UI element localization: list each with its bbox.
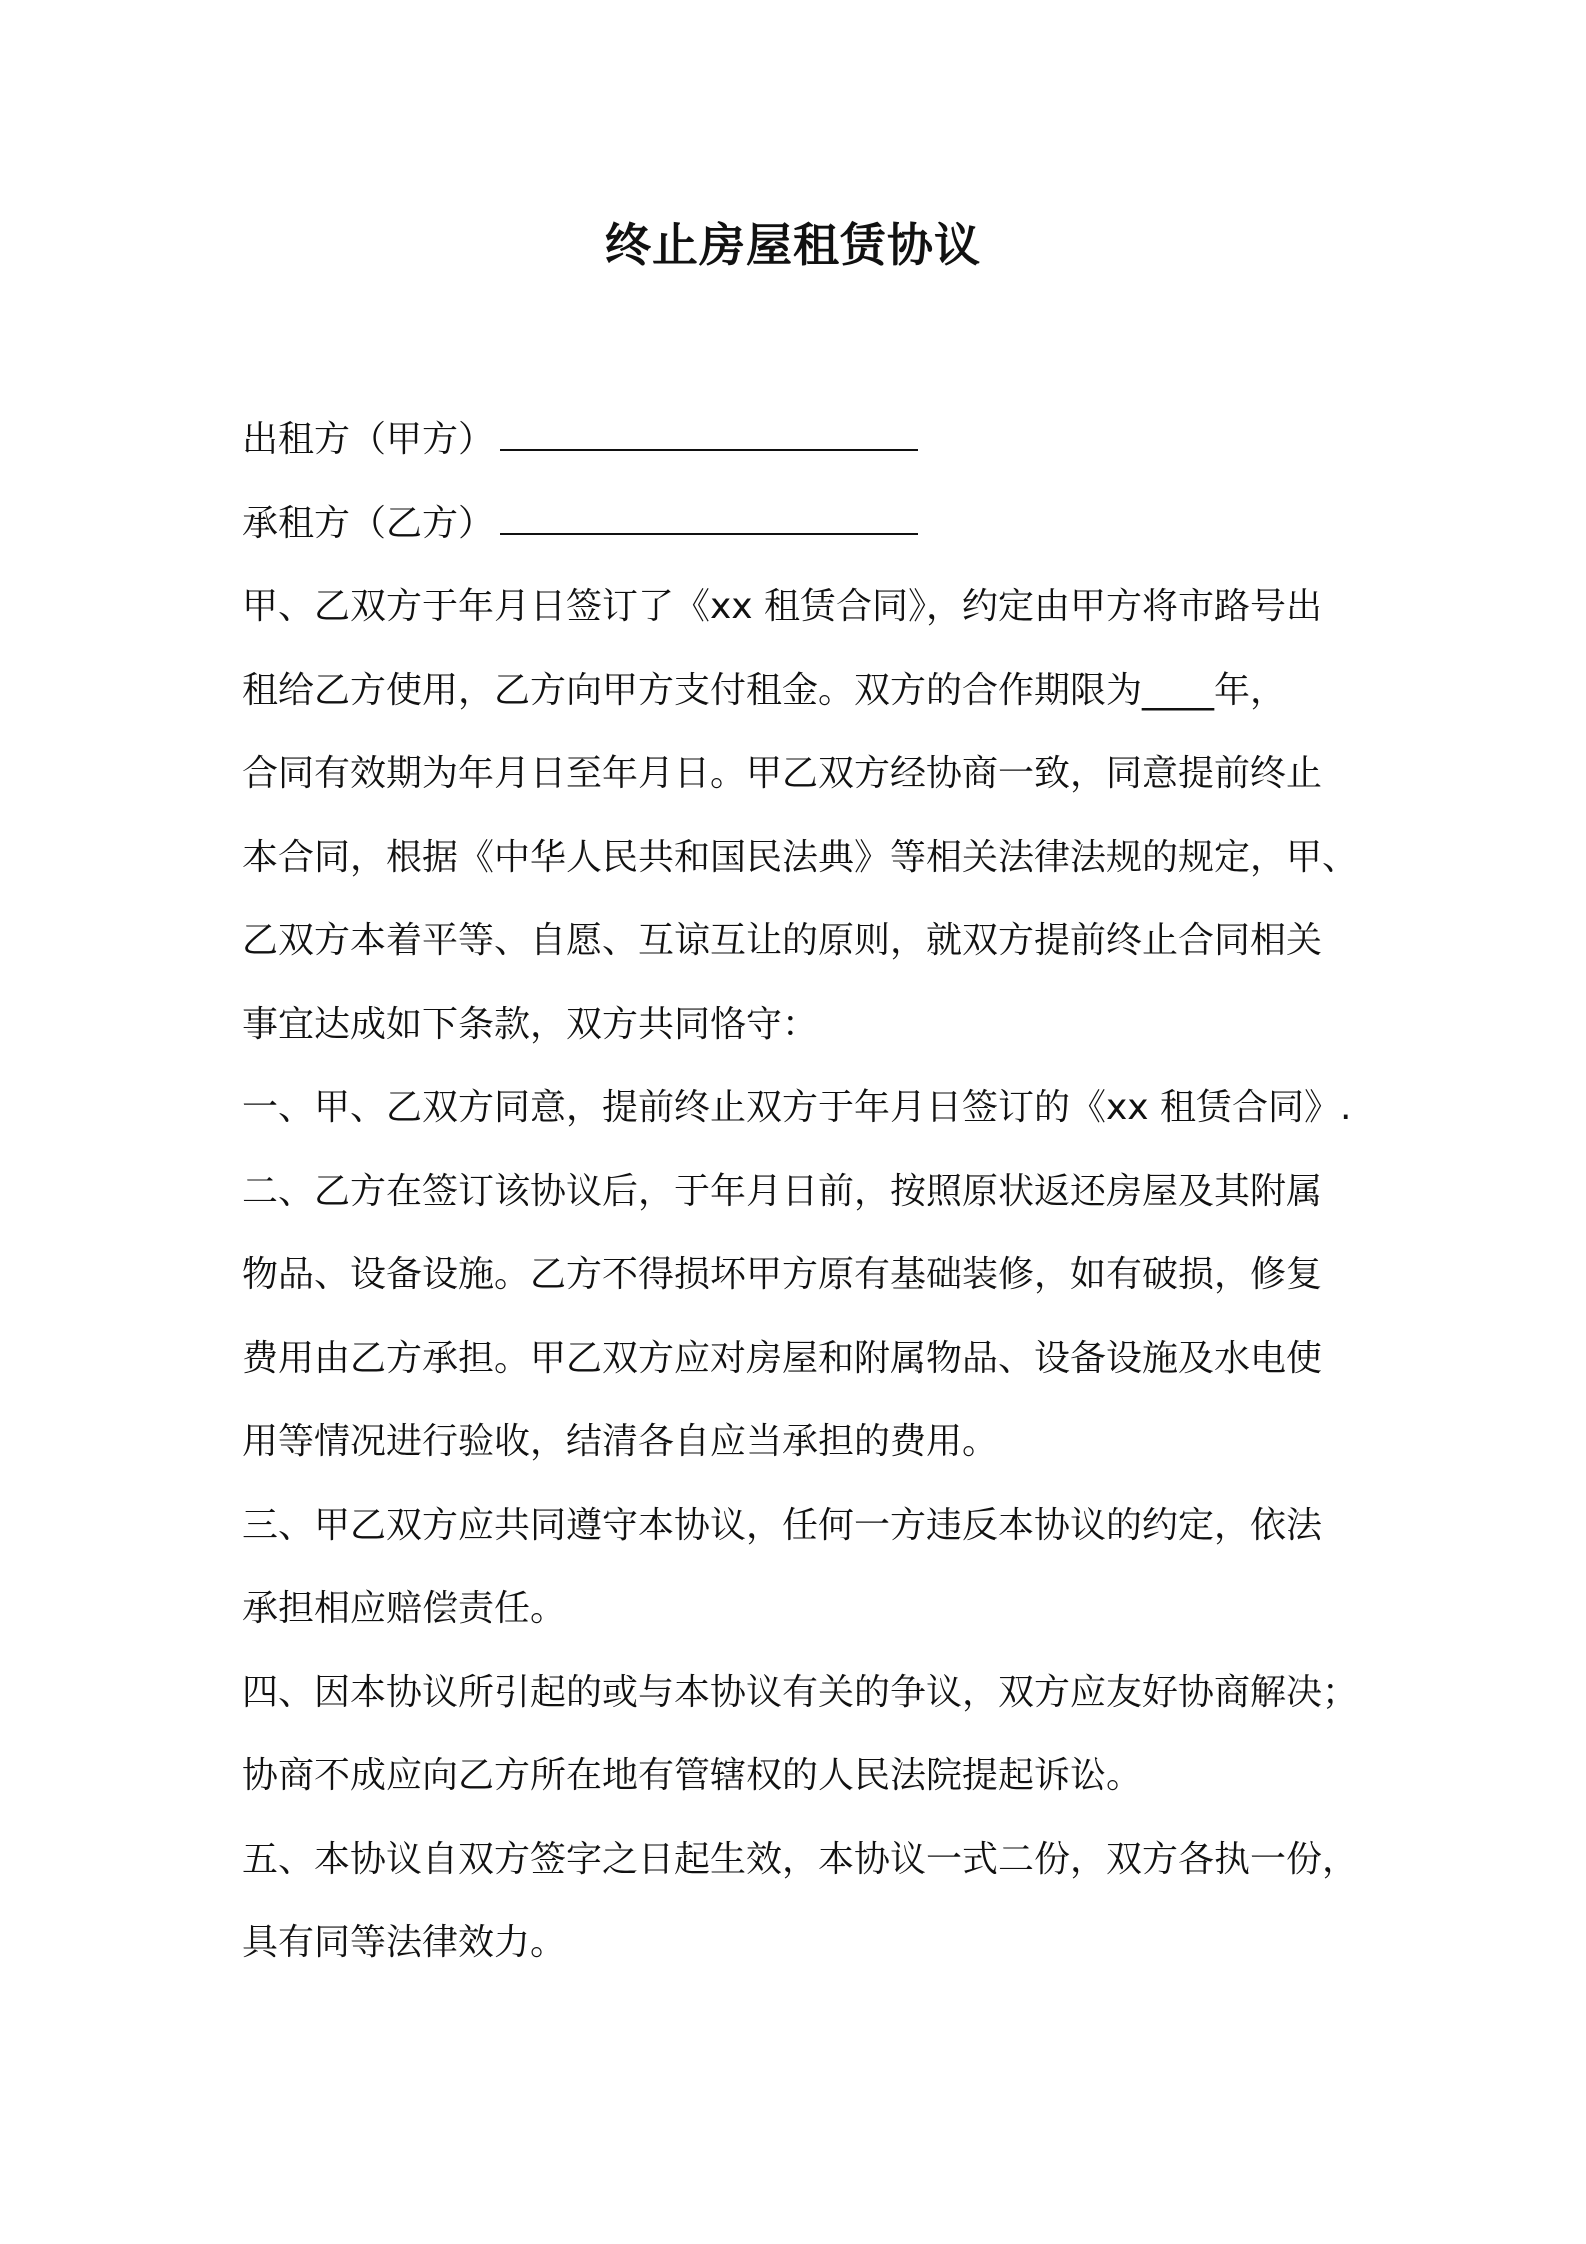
- text-line: 用等情况进行验收，结清各自应当承担的费用。: [242, 1421, 999, 1462]
- lessee-line: [242, 482, 1362, 566]
- lessee-blank: [500, 499, 918, 535]
- text-line: 合同有效期为年月日至年月日。甲乙双方经协商一致，同意提前终止: [242, 753, 1323, 794]
- text-line: 具有同等法律效力。: [242, 1922, 567, 1963]
- lessor-blank: [500, 415, 918, 451]
- clause-2: 二、乙方在签订该协议后，于年月日前，按照原状返还房屋及其附属: [242, 1170, 1323, 1212]
- text-line: 事宜达成如下条款，双方共同恪守：: [242, 1003, 819, 1045]
- text-line: 费用由乙方承担。甲乙双方应对房屋和附属物品、设备设施及水电使: [242, 1337, 1323, 1379]
- text-line: 承担相应赔偿责任。: [242, 1588, 567, 1629]
- text-line: 物品、设备设施。乙方不得损坏甲方原有基础装修，如有破损，修复: [242, 1254, 1323, 1295]
- document-title: 终止房屋租赁协议: [605, 218, 981, 272]
- lessor-label: 出租方（甲方）: [242, 419, 495, 460]
- clause-5: 五、本协议自双方签字之日起生效，本协议一式二份，双方各执一份，: [242, 1838, 1359, 1880]
- lessor-line: [242, 398, 1362, 482]
- clause-3: 三、甲乙双方应共同遵守本协议，任何一方违反本协议的约定，依法: [242, 1504, 1323, 1546]
- text-line: 协商不成应向乙方所在地有管辖权的人民法院提起诉讼。: [242, 1755, 1143, 1796]
- text-line: 租给乙方使用，乙方向甲方支付租金。双方的合作期限为____年，: [242, 669, 1287, 711]
- lessee-label: 承租方（乙方）: [242, 502, 495, 544]
- text-line: 乙双方本着平等、自愿、互谅互让的原则，就双方提前终止合同相关: [242, 920, 1323, 961]
- text-line: 甲、乙双方于年月日签订了《xx 租赁合同》，约定由甲方将市路号出: [242, 586, 1323, 627]
- text-line: 本合同，根据《中华人民共和国民法典》等相关法律法规的规定，甲、: [242, 836, 1359, 878]
- clause-4: 四、因本协议所引起的或与本协议有关的争议，双方应友好协商解决；: [242, 1671, 1359, 1713]
- document-body: [242, 398, 1362, 1985]
- clause-1: 一、甲、乙双方同意，提前终止双方于年月日签订的《xx 租赁合同》.: [242, 1087, 1352, 1128]
